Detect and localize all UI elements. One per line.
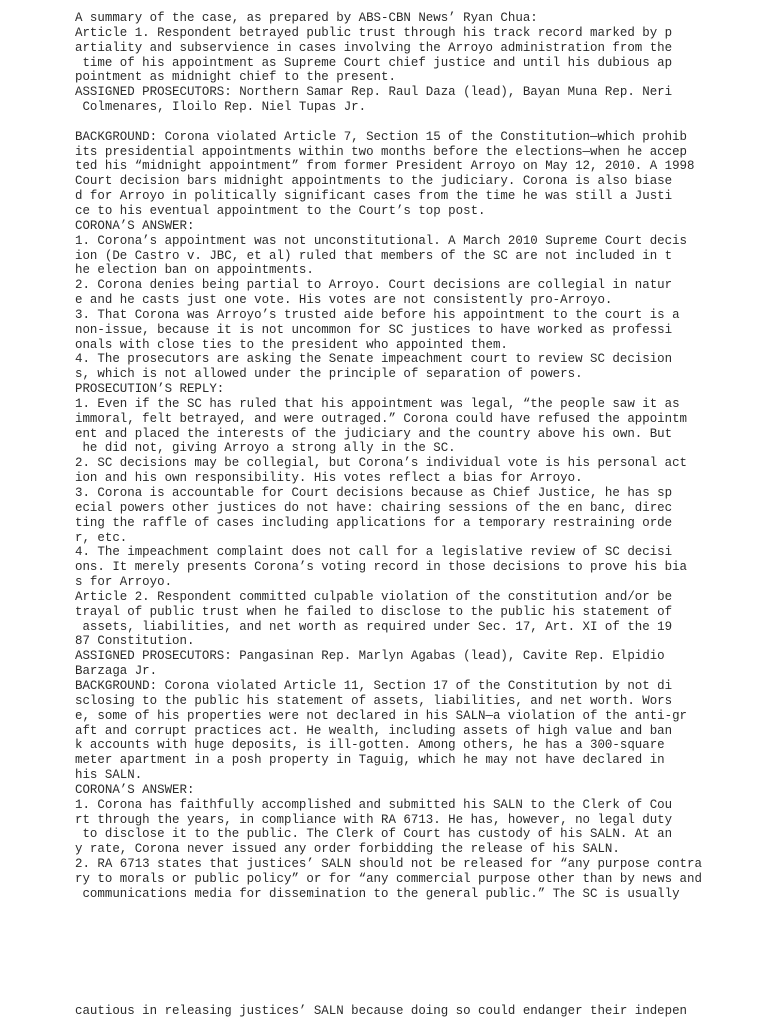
text-line: its presidential appointments within two months before the elections—when he accep	[75, 144, 688, 159]
text-line: A summary of the case, as prepared by ABS-CBN News’ Ryan Chua:	[75, 11, 538, 25]
text-line: k accounts with huge deposits, is ill-gotten. Among others, he has a 300-square	[75, 738, 665, 753]
text-line: immoral, felt betrayed, and were outraged.” Corona could have refused the appointm	[75, 411, 688, 426]
text-line: to disclose it to the public. The Clerk of Court has custody of his SALN. At an	[75, 827, 673, 842]
text-line: sclosing to the public his statement of assets, liabilities, and net worth. Wors	[75, 693, 673, 708]
continued-text-line: cautious in releasing justices’ SALN because doing so could endanger their indepen	[75, 1004, 688, 1018]
text-line: his SALN.	[75, 768, 143, 783]
text-line: non-issue, because it is not uncommon for SC justices to have worked as professi	[75, 322, 673, 337]
text-line: assets, liabilities, and net worth as required under Sec. 17, Art. XI of the 19	[75, 619, 673, 634]
text-line: d for Arroyo in politically significant cases from the time he was still a Justi	[75, 189, 673, 204]
text-line: e, some of his properties were not declared in his SALN—a violation of the anti-gr	[75, 708, 688, 723]
text-line: s, which is not allowed under the principle of separation of powers.	[75, 367, 583, 382]
text-line: BACKGROUND: Corona violated Article 7, Section 15 of the Constitution—which prohib	[75, 129, 688, 144]
text-line: 3. That Corona was Arroyo’s trusted aide before his appointment to the court is a	[75, 307, 680, 322]
text-line: ry to morals or public policy” or for “any commercial purpose other than by news and	[75, 871, 702, 886]
text-line: ted his “midnight appointment” from former President Arroyo on May 12, 2010. A 1998	[75, 159, 695, 174]
text-line: 3. Corona is accountable for Court decisions because as Chief Justice, he has sp	[75, 486, 673, 500]
text-line: BACKGROUND: Corona violated Article 11, Section 17 of the Constitution by not di	[75, 678, 673, 693]
text-line: Colmenares, Iloilo Rep. Niel Tupas Jr.	[75, 100, 367, 115]
text-line: ASSIGNED PROSECUTORS: Pangasinan Rep. Marlyn Agabas (lead), Cavite Rep. Elpidio	[75, 649, 665, 664]
text-line: trayal of public trust when he failed to disclose to the public his statement of	[75, 604, 673, 619]
text-line: ion and his own responsibility. His votes reflect a bias for Arroyo.	[75, 471, 583, 486]
text-line: Article 2. Respondent committed culpable violation of the constitution and/or be	[75, 589, 673, 604]
text-line: 4. The impeachment complaint does not call for a legislative review of SC decisi	[75, 545, 673, 560]
text-line: rt through the years, in compliance with RA 6713. He has, however, no legal duty	[75, 812, 673, 827]
text-line: y rate, Corona never issued any order forbidding the release of his SALN.	[75, 842, 620, 857]
text-line: he election ban on appointments.	[75, 263, 314, 278]
text-line: ion (De Castro v. JBC, et al) ruled that members of the SC are not included in t	[75, 248, 673, 263]
text-line: 2. SC decisions may be collegial, but Corona’s individual vote is his personal act	[75, 456, 688, 471]
text-line: Barzaga Jr.	[75, 664, 158, 679]
text-line: ent and placed the interests of the judiciary and the country above his own. But	[75, 426, 673, 441]
document-text	[75, 11, 702, 902]
text-line: Article 1. Respondent betrayed public trust through his track record marked by p	[75, 25, 673, 40]
text-line: ecial powers other justices do not have: chairing sessions of the en banc, direc	[75, 500, 673, 515]
text-line: s for Arroyo.	[75, 575, 173, 590]
text-line: CORONA’S ANSWER:	[75, 218, 195, 233]
text-line: PROSECUTION’S REPLY:	[75, 382, 225, 397]
text-line: meter apartment in a posh property in Taguig, which he may not have declared in	[75, 753, 665, 768]
text-line: CORONA’S ANSWER:	[75, 782, 195, 797]
text-line: ce to his eventual appointment to the Court’s top post.	[75, 203, 486, 218]
text-line: ASSIGNED PROSECUTORS: Northern Samar Rep. Raul Daza (lead), Bayan Muna Rep. Neri	[75, 85, 673, 100]
text-line: onals with close ties to the president who appointed them.	[75, 337, 508, 352]
text-line: e and he casts just one vote. His votes are not consistently pro-Arroyo.	[75, 293, 613, 308]
text-line	[75, 115, 702, 130]
text-line: Court decision bars midnight appointments to the judiciary. Corona is also biase	[75, 174, 673, 189]
text-line: artiality and subservience in cases involving the Arroyo administration from the	[75, 40, 673, 55]
text-line: time of his appointment as Supreme Court chief justice and until his dubious ap	[75, 55, 673, 70]
text-line: pointment as midnight chief to the present.	[75, 70, 396, 85]
text-line: ting the raffle of cases including applications for a temporary restraining orde	[75, 515, 673, 530]
text-line: 87 Constitution.	[75, 634, 195, 649]
text-line: 2. RA 6713 states that justices’ SALN should not be released for “any purpose contra	[75, 857, 702, 872]
text-line: 4. The prosecutors are asking the Senate impeachment court to review SC decision	[75, 352, 673, 367]
text-line: 1. Corona’s appointment was not unconstitutional. A March 2010 Supreme Court decis	[75, 233, 688, 248]
text-line: r, etc.	[75, 530, 128, 545]
text-line: aft and corrupt practices act. He wealth, including assets of high value and ban	[75, 723, 673, 738]
text-line: 2. Corona denies being partial to Arroyo. Court decisions are collegial in natur	[75, 278, 673, 293]
text-line: 1. Even if the SC has ruled that his appointment was legal, “the people saw it as	[75, 396, 680, 411]
text-line: he did not, giving Arroyo a strong ally in the SC.	[75, 441, 456, 456]
text-line: communications media for dissemination to the general public.” The SC is usually	[75, 886, 680, 901]
text-line: ons. It merely presents Corona’s voting record in those decisions to prove his bia	[75, 560, 688, 575]
text-line: 1. Corona has faithfully accomplished and submitted his SALN to the Clerk of Cou	[75, 797, 673, 812]
